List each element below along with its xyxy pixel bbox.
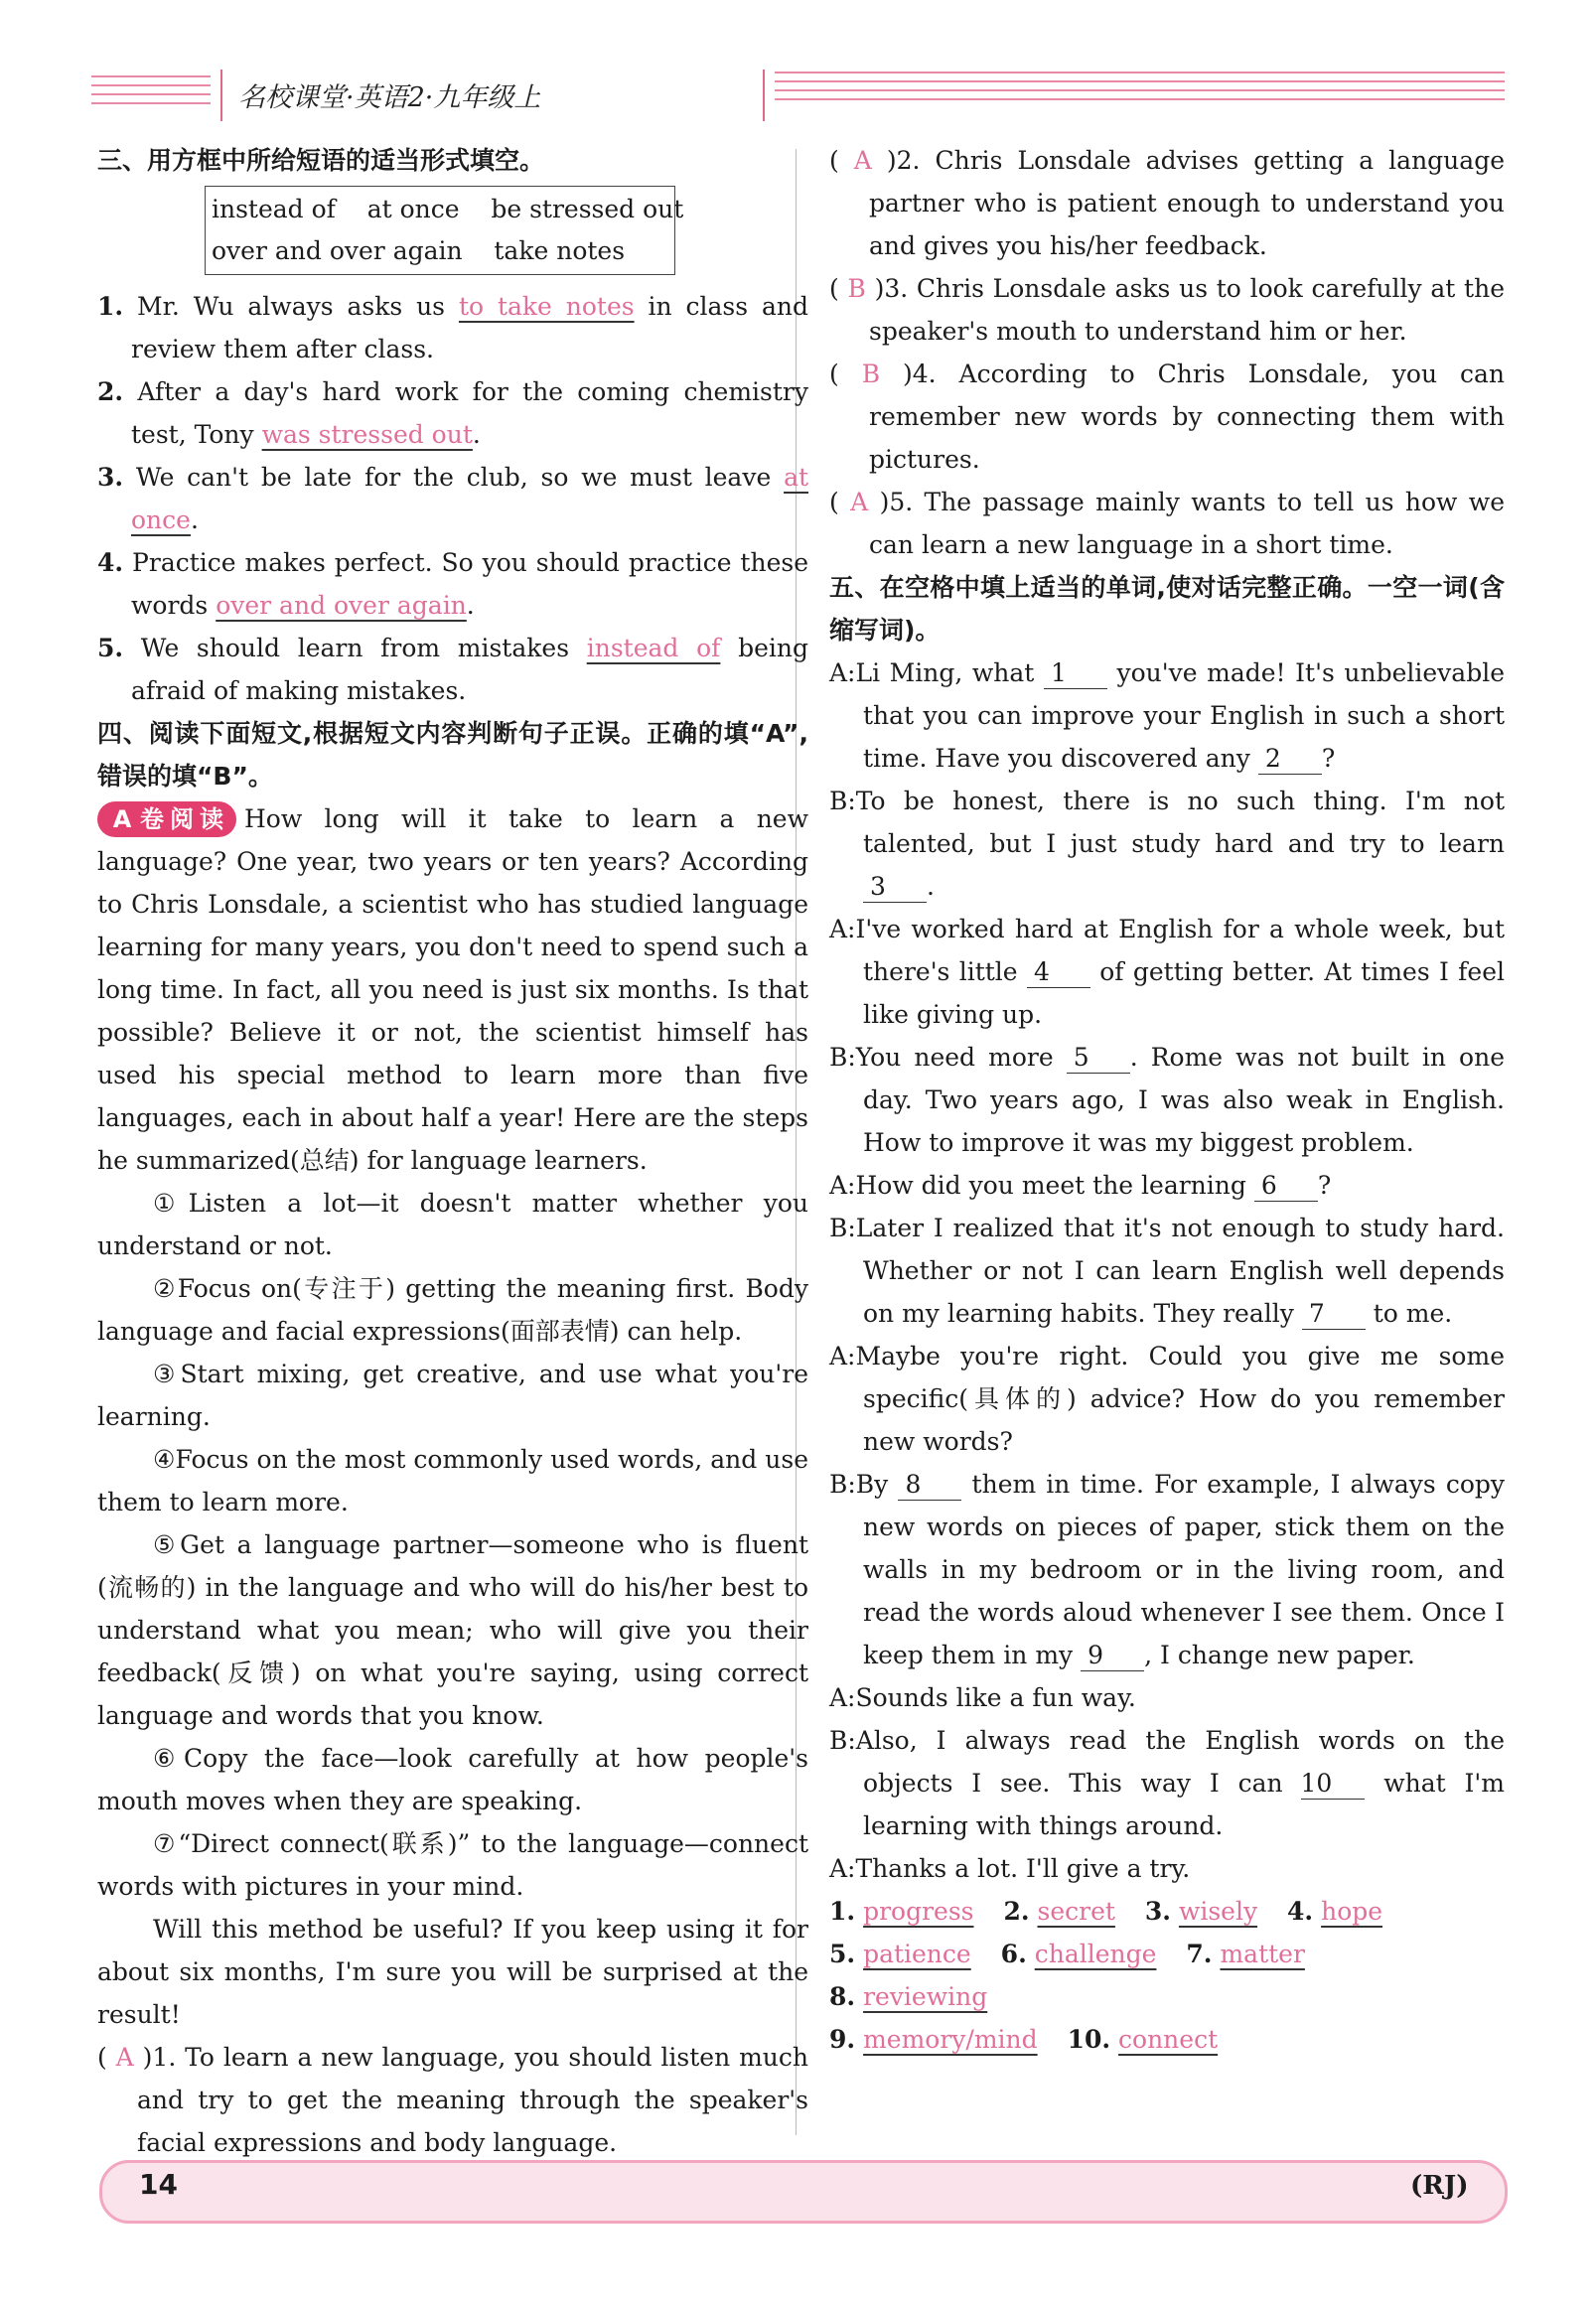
page-number: 14 <box>139 2168 178 2201</box>
judge-question: ( A )1. To learn a new language, you should listen much and try to get the meaning through the speaker's facial expressions and body language. <box>97 2043 808 2157</box>
answer-key-item: 9. memory/mind <box>829 2025 1038 2054</box>
header-separator <box>763 70 765 121</box>
edition-label: (RJ) <box>1410 2171 1469 2201</box>
dialogue-line: A:Thanks a lot. I'll give a try. <box>829 1854 1191 1883</box>
reading-step: ①Listen a lot—it doesn't matter whether you understand or not. <box>97 1189 808 1260</box>
dialogue-line: A:Sounds like a fun way. <box>829 1683 1136 1712</box>
blank: 2 <box>1258 744 1322 775</box>
section4-heading: 四、阅读下面短文,根据短文内容判断句子正误。正确的填“A”,错误的填“B”。 <box>97 719 808 791</box>
blank: 6 <box>1254 1171 1318 1202</box>
dialogue-line: A:I've worked hard at English for a whole week, but there's little 4 of getting better. At times I feel like giving up. <box>829 915 1506 1029</box>
answer: A <box>115 2043 134 2072</box>
judge-question: ( B )4. According to Chris Lonsdale, you can remember new words by connecting them with pictures. <box>829 360 1505 474</box>
blank: 7 <box>1302 1299 1366 1330</box>
fill-question: 2. After a day's hard work for the coming chemistry test, Tony was stressed out. <box>97 377 808 449</box>
judge-question: ( A )5. The passage mainly wants to tell us how we can learn a new language in a short time. <box>829 488 1506 559</box>
left-column <box>97 139 808 2164</box>
fill-question: 4. Practice makes perfect. So you should practice these words over and over again. <box>97 548 809 620</box>
answer: A <box>853 146 872 175</box>
answer-key-item: 5. patience <box>829 1940 971 1968</box>
fill-question: 3. We can't be late for the club, so we must leave at once. <box>97 463 809 534</box>
dialogue-line: B:Also, I always read the English words on the objects I see. This way I can 10 what I'm learning with things around. <box>829 1726 1505 1840</box>
answer-key-row <box>829 1890 1505 1933</box>
reading-step: ④Focus on the most commonly used words, and use them to learn more. <box>97 1445 808 1516</box>
header-decoration-right <box>775 72 1505 115</box>
answer-key-item: 8. reviewing <box>829 1982 988 2011</box>
answer: instead of <box>586 634 721 662</box>
reading-step: ⑥Copy the face—look carefully at how people's mouth moves when they are speaking. <box>97 1744 808 1815</box>
answer-key-item: 2. secret <box>1003 1897 1115 1926</box>
answer-key-row <box>829 1933 1505 2018</box>
dialogue-line: B:Later I realized that it's not enough to study hard. Whether or not I can learn English well depends on my learning habits. They really 7 to me. <box>829 1214 1505 1328</box>
reading-paragraph: A 卷 阅 读 How long will it take to learn a new language? One year, two years or ten years? According to Chris Lonsdale, a scientist who has studied language learning for many years, you don't need to spend such a long time. In fact, all you need is just six months. Is that possible? Believe it or not, the scientist himself has used his special method to learn more than five languages, each in about half a year! Here are the steps he summarized(总结) for language learners. <box>97 797 808 1182</box>
answer: B <box>847 274 866 303</box>
fill-question: 5. We should learn from mistakes instead of being afraid of making mistakes. <box>97 634 808 705</box>
answer-key-item: 1. progress <box>829 1897 974 1926</box>
phrase-box-row: instead of at once be stressed out <box>212 195 684 223</box>
blank: 4 <box>1027 957 1090 988</box>
dialogue-line: A:How did you meet the learning 6 ? <box>829 1171 1332 1200</box>
answer: at once <box>131 463 809 534</box>
blank: 9 <box>1081 1641 1144 1671</box>
section5-heading: 五、在空格中填上适当的单词,使对话完整正确。一空一词(含缩写词)。 <box>829 573 1505 645</box>
judge-question: ( B )3. Chris Lonsdale asks us to look carefully at the speaker's mouth to understand him or her. <box>829 274 1506 346</box>
answer-key-item: 6. challenge <box>1000 1940 1157 1968</box>
blank: 5 <box>1067 1043 1130 1074</box>
answer-key-item: 3. wisely <box>1144 1897 1258 1926</box>
header-title: 名校课堂·英语2·九年级上 <box>238 82 541 113</box>
blank: 10 <box>1301 1769 1365 1800</box>
header-separator <box>220 70 222 121</box>
fill-question: 1. Mr. Wu always asks us to take notes in class and review them after class. <box>97 292 809 363</box>
phrase-box <box>205 186 684 275</box>
answer: to take notes <box>458 292 635 321</box>
footer-bar <box>99 2160 1508 2224</box>
dialogue-line: A:Li Ming, what 1 you've made! It's unbelievable that you can improve your English in such a short time. Have you discovered any 2 ? <box>829 658 1505 773</box>
dialogue-line: B:To be honest, there is no such thing. I'm not talented, but I just study hard and try to learn 3 . <box>829 787 1505 901</box>
answer: over and over again <box>216 591 467 620</box>
reading-step: ⑤Get a language partner—someone who is fluent (流畅的) in the language and who will do his/her best to understand what you mean; who will give you their feedback(反馈) on what you're saying, using correct language and words that you know. <box>97 1530 808 1730</box>
answer: was stressed out <box>261 420 473 449</box>
answer-key-row <box>829 2018 1505 2061</box>
right-column <box>829 139 1505 2061</box>
reading-step: ②Focus on(专注于) getting the meaning first. Body language and facial expressions(面部表情) can help. <box>97 1274 808 1346</box>
dialogue-line: A:Maybe you're right. Could you give me some specific(具体的) advice? How do you remember new words? <box>829 1342 1505 1456</box>
answer: A <box>850 488 869 516</box>
reading-step: ③Start mixing, get creative, and use what you're learning. <box>97 1360 808 1431</box>
reading-badge: A 卷 阅 读 <box>97 801 236 837</box>
answer-key-item: 4. hope <box>1287 1897 1383 1926</box>
blank: 8 <box>898 1470 961 1501</box>
blank: 1 <box>1044 658 1107 689</box>
blank: 3 <box>863 872 927 903</box>
reading-closing: Will this method be useful? If you keep using it for about six months, I'm sure you will be surprised at the result! <box>97 1915 808 2029</box>
reading-step: ⑦“Direct connect(联系)” to the language—connect words with pictures in your mind. <box>97 1829 808 1901</box>
dialogue-line: B:By 8 them in time. For example, I always copy new words on pieces of paper, stick them on the walls in my bedroom or in the living room, and read the words aloud whenever I see them. Once I keep them in my 9 , I change new paper. <box>829 1470 1506 1669</box>
section3-heading: 三、用方框中所给短语的适当形式填空。 <box>97 146 545 175</box>
judge-question: ( A )2. Chris Lonsdale advises getting a language partner who is patient enough to understand you and gives you his/her feedback. <box>829 146 1505 260</box>
dialogue-line: B:You need more 5 . Rome was not built in one day. Two years ago, I was also weak in English. How to improve it was my biggest problem. <box>829 1043 1505 1157</box>
answer-key-item: 10. connect <box>1067 2025 1219 2054</box>
answer: B <box>861 360 881 388</box>
phrase-box-row: over and over again take notes <box>212 236 626 265</box>
answer-key-item: 7. matter <box>1186 1940 1305 1968</box>
header-decoration-left <box>91 75 211 115</box>
